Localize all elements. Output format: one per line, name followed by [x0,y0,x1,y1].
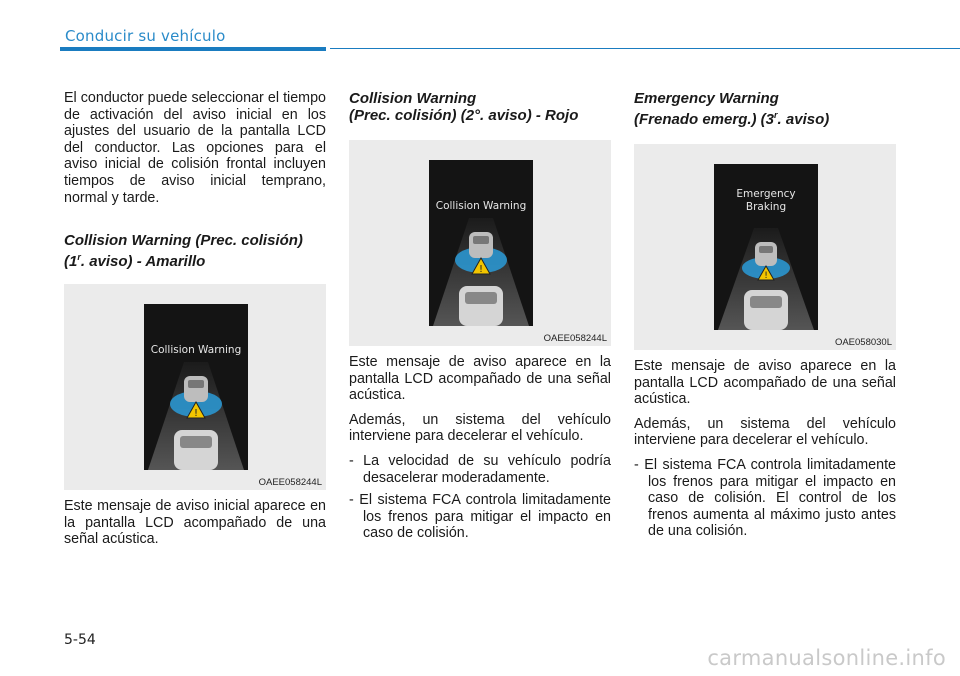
heading-second-warning: Collision Warning (Prec. colisión) (2°. aviso) - Rojo [349,90,579,124]
front-car-icon [184,376,208,402]
lcd-figure-second-warning [349,140,611,346]
intro-paragraph: El conductor puede seleccionar el tiempo de activación del aviso inicial en los ajustes del usuario de la pantalla LCD del conductor. Las opciones para el aviso inicial de colisión frontal incluyen tiempos de aviso inicial temprano, normal y tarde. [64,90,326,206]
figure-code: OAEE058244L [543,333,607,344]
bullet-2: - El sistema FCA controla limitadamente los frenos para mitigar el impacto en caso de colisión. [349,492,611,542]
body-paragraph-1: Este mensaje de aviso aparece en la pantalla LCD acompañado de una señal acústica. [634,358,896,408]
svg-text:!: ! [478,264,484,275]
figure-code: OAEE058244L [258,477,322,489]
lcd-message: Collision Warning [435,200,527,212]
lcd-figure-first-warning [64,284,326,490]
header-rule-thick [60,47,326,51]
front-car-icon [469,232,493,258]
watermark: carmanualsonline.info [707,646,946,670]
body-paragraph: Este mensaje de aviso inicial aparece en la pantalla LCD acompañado de una señal acústica. [64,498,326,548]
svg-text:!: ! [764,271,768,281]
lcd-message-line2: Braking [745,201,787,213]
lcd-screen [144,304,248,470]
body-paragraph-2: Además, un sistema del vehículo interviene para decelerar el vehículo. [634,415,896,449]
header-rule-thin [330,48,960,49]
figure-code: OAE058030L [834,337,892,348]
lcd-message-line1: Emergency [736,188,796,200]
bullet-1: - El sistema FCA controla limitadamente los frenos para mitigar el impacto en caso de colisión. El control de los frenos aumenta al máximo justo antes de una colisión. [634,456,896,540]
front-car-icon [755,242,777,266]
column-1 [64,90,326,556]
page-number: 5-54 [64,632,96,648]
lcd-screen [429,160,533,326]
column-2 [349,90,611,548]
svg-text:!: ! [193,408,199,420]
lcd-figure-emergency-warning [634,144,896,350]
bullet-1: - La velocidad de su vehículo podría desacelerar moderadamente. [349,452,611,486]
section-title: Conducir su vehículo [65,27,226,45]
lcd-message: Collision Warning [150,344,242,357]
body-paragraph-2: Además, un sistema del vehículo interviene para decelerar el vehículo. [349,411,611,445]
column-3 [634,90,896,546]
body-paragraph-1: Este mensaje de aviso aparece en la pantalla LCD acompañado de una señal acústica. [349,354,611,404]
heading-emergency-warning: Emergency Warning (Frenado emerg.) (3$^r$. aviso) [634,90,830,128]
heading-first-warning: Collision Warning (Prec. colisión) (1$^r$. aviso) - Amarillo [64,232,303,271]
lcd-screen [714,164,818,330]
